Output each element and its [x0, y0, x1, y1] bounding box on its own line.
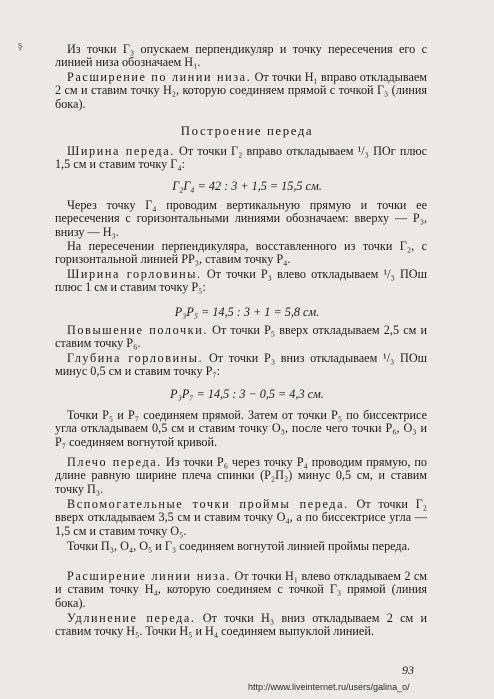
paragraph-8: Глубина горловины. От точки Р₃ вниз откладываем ¹/₃ ПОш минус 0,5 см и ставим точку Р₇: — [55, 351, 427, 379]
paragraph-13: Расширение линии низа. От точки Н₁ влево откладываем 2 см и ставим точку Н₄, которую соединяем с точкой Г₃ прямой (линия бока). — [55, 569, 427, 610]
page-number: 93 — [402, 663, 414, 677]
paragraph-3: Ширина переда. От точки Г₂ вправо откладываем ¹/₃ ПОг плюс 1,5 см и ставим точку Г₄: — [55, 144, 427, 172]
paragraph-10: Плечо переда. Из точки Р₆ через точку Р₄ проводим прямую, по длине равную ширине плеча спинки (Р₂П₂) минус 0,5 см, и ставим точку П₃. — [55, 455, 427, 496]
paragraph-6: Ширина горловины. От точки Р₃ влево откладываем ¹/₃ ПОш плюс 1 см и ставим точку Р₅: — [55, 267, 427, 295]
margin-mark: ş — [18, 39, 23, 51]
paragraph-5: На пересечении перпендикуляра, восставленного из точки Г₂, с горизонтальной линией РР₃, ставим точку Р₄. — [55, 239, 427, 267]
source-url[interactable]: http://www.liveinternet.ru/users/galina_o/ — [248, 682, 410, 692]
formula-1: Г₂Г₄ = 42 : 3 + 1,5 = 15,5 см. — [172, 179, 322, 193]
paragraph-11: Вспомогательные точки проймы переда. От точки Г₂ вверх откладываем 3,5 см и ставим точку О₄, а по биссектрисе угла — 1,5 см и ставим точку О₅. — [55, 497, 427, 538]
paragraph-7: Повышение полочки. От точки Р₅ вверх откладываем 2,5 см и ставим точку Р₆. — [55, 323, 427, 351]
formula-2: Р₃Р₅ = 14,5 : 3 + 1 = 5,8 см. — [174, 305, 320, 319]
paragraph-9: Точки Р₅ и Р₇ соединяем прямой. Затем от точки Р₅ по биссектрисе угла откладываем 0,5 см и ставим точку О₃, после чего точки Р₆, О₃ и Р₇ соединяем вогнутой кривой. — [55, 408, 427, 449]
paragraph-14: Удлинение переда. От точки Н₃ вниз откладываем 2 см и ставим точку Н₅. Точки Н₅ и Н₄ соединяем выпуклой линией. — [55, 611, 427, 639]
paragraph-2: Расширение по линии низа. От точки Н₁ вправо откладываем 2 см и ставим точку Н₂, которую соединяем прямой с точкой Г₃ (линия бока). — [55, 70, 427, 111]
paragraph-4: Через точку Г₄ проводим вертикальную прямую и точки ее пересечения с горизонтальными линиями обозначаем: вверху — Р₃, внизу — Н₃. — [55, 198, 427, 239]
formula-3: Р₃Р₇ = 14,5 : 3 − 0,5 = 4,3 см. — [170, 387, 324, 401]
section-heading: Построение переда — [180, 124, 314, 138]
paragraph-12: Точки П₃, О₄, О₅ и Г₃ соединяем вогнутой линией проймы переда. — [67, 539, 411, 553]
paragraph-1: Из точки Г₃ опускаем перпендикуляр и точку пересечения его с линией низа обозначаем Н₁. — [55, 42, 427, 70]
